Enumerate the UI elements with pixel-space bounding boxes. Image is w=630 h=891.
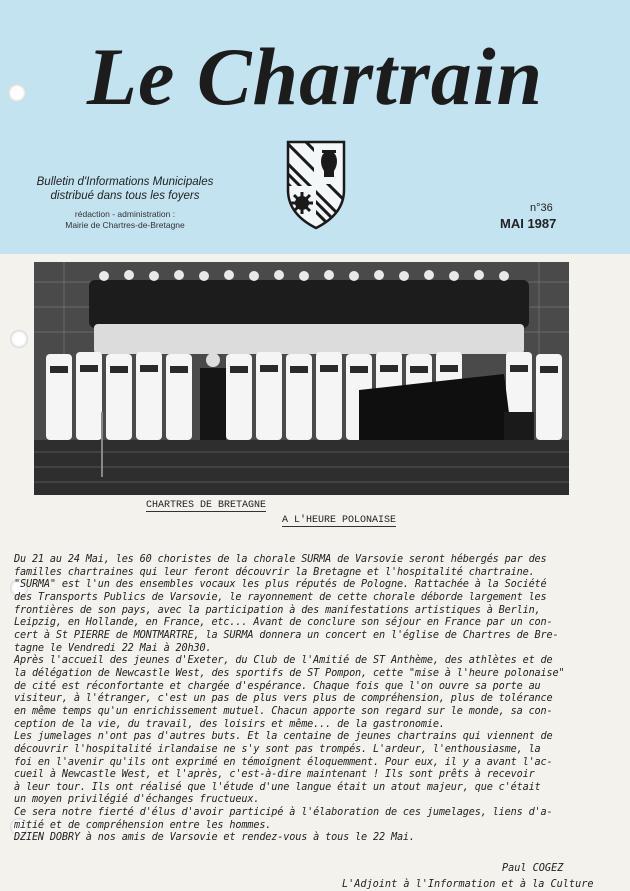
choir-photo-image <box>34 262 569 495</box>
article-line: Après l'accueil des jeunes d'Exeter, du Club de l'Amitié de ST Anthème, des athlètes et de <box>14 655 553 667</box>
article-line: de cité est réconfortante et chargée d'espérance. Chaque fois que l'on ouvre sa porte au <box>14 680 541 692</box>
choir-photo <box>34 262 569 495</box>
bulletin-line-1: Bulletin d'Informations Municipales <box>36 176 214 188</box>
article-line: à leur tour. Ils ont réalisé que l'étude d'une langue était un atout majeur, que c'était <box>14 781 541 793</box>
article-line: DZIEN DOBRY à nos amis de Varsovie et rendez-vous à tous le 22 Mai. <box>14 832 415 844</box>
issue-number: n°36 <box>530 202 553 214</box>
article-line: la délégation de Newcastle West, des sportifs de ST Pompon, cette "mise à l'heure polonaise" <box>14 667 565 679</box>
redaction-line-2: Mairie de Chartres-de-Bretagne <box>65 220 185 230</box>
article-line: familles chartraines qui leur feront découvrir la Bretagne et l'hospitalité chartraine. <box>14 566 535 578</box>
masthead <box>0 0 630 254</box>
article-line: cert à St PIERRE de MONTMARTRE, la SURMA donnera un concert en l'église de Chartres de Bre- <box>14 629 559 641</box>
article-line: cueil à Newcastle West, et l'après, c'est-à-dire maintenant ! Ils sont prêts à recevoir <box>14 769 535 781</box>
bulletin-line-2: distribué dans tous les foyers <box>50 190 200 202</box>
issue-date: MAI 1987 <box>500 216 557 231</box>
article-line: mitié et de compréhension entre les hommes. <box>14 819 272 831</box>
redaction-line-1: rédaction - administration : <box>74 209 176 219</box>
article-line: frontières de son pays, avec la participation à des manifestations artistiques à Berlin, <box>14 604 541 616</box>
coat-of-arms-icon <box>284 140 348 230</box>
article-line: Du 21 au 24 Mai, les 60 choristes de la chorale SURMA de Varsovie seront hébergés par des <box>14 554 547 565</box>
article-line: découvrir l'hospitalité irlandaise ne s'y sont pas trompés. L'ardeur, l'enthousiasme, la <box>14 743 541 755</box>
article-line: foi en l'avenir qu'ils ont exprimé en témoignent éloquemment. Pour eux, il y a avant l'ac- <box>14 756 553 768</box>
article-line: ception de la vie, du travail, des loisirs et même... de la gastronomie. <box>14 718 445 730</box>
article-line: des Transports Publics de Varsovie, le rayonnement de cette chorale déborde largement les <box>14 591 547 603</box>
photo-caption-1: CHARTRES DE BRETAGNE <box>146 500 267 511</box>
article-line: Les jumelages n'ont pas d'autres buts. Et la centaine de jeunes chartrains qui viennent de <box>14 731 553 743</box>
punch-hole <box>10 330 28 348</box>
article-line: "SURMA" est l'un des ensembles vocaux les plus réputés de Pologne. Rattachée à la Société <box>14 579 547 591</box>
issue-info <box>500 201 610 231</box>
article-line: un moyen privilégié d'échanges fructueux. <box>14 794 260 806</box>
redaction-info <box>14 209 236 231</box>
bulletin-subtitle <box>14 175 236 203</box>
article-line: tagne le Vendredi 22 Mai à 20h30. <box>14 642 212 654</box>
newsletter-title: Le Chartrain <box>86 31 544 122</box>
photo-caption-2: A L'HEURE POLONAISE <box>282 515 397 526</box>
signature-role: L'Adjoint à l'Information et à la Culture <box>342 879 594 890</box>
article-line: en même temps qu'un enrichissement mutuel. Chacun apporte son regard sur le monde, sa con- <box>14 705 553 717</box>
article-line: Leipzig, en Hollande, en France, etc... Avant de conclure son séjour en France par un con- <box>14 617 553 629</box>
signature-name: Paul COGEZ <box>502 863 564 874</box>
article-line: Ce sera notre fierté d'élus d'avoir participé à l'élaboration de ces jumelages, liens d'a- <box>14 807 553 819</box>
article-line: visiteur, à l'étranger, c'est un pas de plus vers plus de compréhension, plus de tolérance <box>14 693 553 705</box>
punch-hole <box>8 84 26 102</box>
article-body <box>14 554 620 845</box>
